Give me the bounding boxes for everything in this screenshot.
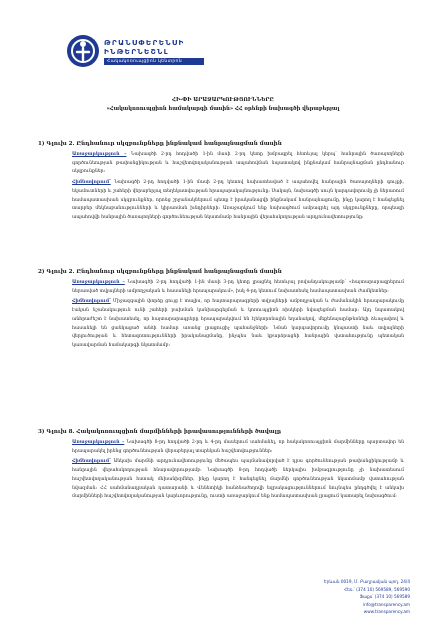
justification-text: Անկախ մարմնի արդյունավետությունը մեծապես պայմանավորված է դրա գործունեության թափանցիկությամբ և հանրային վերահսկողության հնարավորությամբ: Նախագծի 8-րդ հոդվածի ներկայիս խմբագրությունը չի նախատեսում հաշվետվողականության հստակ մեխանիզմներ, ինչը կարող է հանգեցնել մարմնի գործունեության նկատմամբ վստահության նվազման: ՀՀ սահմանադրական դատարանի և Վենետիկի հանձնաժողովի եզրակացություններում նույնպես ընդգծվել է անկախ մարմինների հաշվետվողականության կարևորությունը, ուստի առաջարկում ենք համապատասխան լրացում կատարել նախագծում:: [72, 459, 404, 500]
justification-text: Նախագծի 2-րդ հոդվածի 1-ին մասի 2-րդ կետով նախատեսված է ապահովել հանրային ծառայողների գույքի, եկամուտների և շահերի վերաբերյալ տեղեկատվության հրապարակայնությունը: Սակայն, նախագծի սույն կարգավորումը չի ներառում համապատասխան սկզբունքներ, որոնց շրջանակներում պետք է իրականացվի ինքնակամ հանրայնացումը, ինչը կարող է հանգեցնել տարբեր մեկնաբանությունների և կիրառման խնդիրների: Առաջարկում ենք նախագծում ամրագրել այդ սկզբունքները, որպեսզի ապահովվի հանրային ծառայողների գործունեության նկատմամբ հանրային վերահսկողության արդյունավետությունը:: [72, 180, 404, 220]
proposal-lead: Առաջարկություն –: [72, 280, 125, 285]
logo-line-2: ԻՆԹԵՐՆԵՇՆԼ: [104, 47, 170, 56]
justification-lead: Հիմնավորում՝: [72, 299, 111, 305]
section-title: 2) Գլուխ 2. Ընդհանուր սկզբունքները ինքնակամ հանրայնացման մասին: [38, 269, 282, 275]
justification-paragraph: [38, 298, 404, 350]
justification-paragraph: [38, 458, 404, 502]
proposal-lead: Առաջարկություն –: [72, 152, 127, 157]
document-header: [0, 96, 446, 114]
justification-paragraph: [38, 179, 404, 223]
proposal-paragraph: [38, 151, 404, 177]
organization-logo: [66, 34, 206, 84]
footer-fax: Ֆաքս՝ (374 10) 569589: [359, 594, 410, 600]
justification-lead: Հիմնավորում՝: [72, 459, 111, 465]
proposal-paragraph: [38, 279, 404, 296]
footer-address: Երևան 0019, Մ. Բաղրամյան պող. 24/4: [323, 579, 410, 584]
justification-text: Միջազգային փորձը ցույց է տալիս, որ հայտարարագրերի տվյալների ամբողջական և ժամանակին հրապարակումը էական նշանակություն ունի շահերի բախման կանխարգելման և կոռուպցիոն ռիսկերի նվազեցման համար: Այդ նպատակով անհրաժեշտ է նախատեսել, որ հայտարարագրերը հրապարակվում են էլեկտրոնային եղանակով, մեքենայաընթեռնելի ձևաչափով և հասանելի են ցանկացած անձի համար առանց լրացուցիչ պահանջների: Նման կարգավորումը կնպաստի նաև տվյալների վերլուծության և հետազոտությունների իրականացմանը, ինչպես նաև կբարձրացնի հանրային վստահությունը պետական կառավարման համակարգի նկատմամբ:: [72, 299, 404, 348]
footer-website: www.transparency.am: [363, 609, 410, 615]
proposal-section-2: [38, 268, 404, 351]
proposal-text: Նախագծի 8-րդ հոդվածի 2-րդ և 4-րդ մասերում սահմանել, որ հակակոռուպցիոն մարմինները պարտավոր են հրապարակել իրենց գործունեության վերաբերյալ տարեկան հաշվետվություններ:: [72, 440, 404, 454]
contact-footer: [260, 578, 410, 616]
proposal-text: Նախագծի 2-րդ հոդվածի 1-ին մասի 3-րդ կետը լրացնել հետևյալ բովանդակությամբ՝ «հայտարարագրերում ներառված տվյալների ամբողջական և հասանելի հրապարակում», իսկ 4-րդ կետում նախատեսել համապատասխան ժամկետներ:: [72, 280, 404, 294]
justification-lead: Հիմնավորում՝: [72, 180, 111, 186]
footer-phone: Հեռ.՝ (374 10) 569589, 569590: [344, 586, 410, 592]
proposal-paragraph: [38, 439, 404, 456]
logo-line-1: ԹՐԱՆՍՓԵՐԵՆՍԻ: [104, 38, 185, 47]
document-title: ՀԻ-ՓԻ ԱՐԱՋԱՐԿՈՒԹՅՈՒՆՆԵՐԸ: [172, 97, 274, 103]
proposal-text: Նախագծի 2-րդ հոդվածի 1-ին մասի 2-րդ կետը խմբագրել հետևյալ կերպ՝ հանրային ծառայողների գործունեության թափանցիկության և հաշվետվողականության ապահովման նպատակով ինքնակամ հանրայնացման ընդհանուր սկզբունքներ:: [72, 152, 404, 175]
logo-emblem-icon: [66, 34, 100, 68]
document-subtitle: «Հակակոռուպցիոն համակարգի մասին» ՀՀ օրենքի նախագծի վերաբերյալ: [106, 106, 340, 112]
section-title: 1) Գլուխ 2. Ընդհանուր սկզբունքները ինքնակամ հանրայնացման մասին: [38, 141, 282, 147]
logo-wordmark: [104, 38, 204, 65]
proposal-lead: Առաջարկություն –: [72, 440, 125, 445]
proposal-section-3: [38, 428, 404, 502]
proposal-section-1: [38, 140, 404, 223]
footer-email: info@transparency.am: [362, 601, 410, 607]
logo-subtitle-bar: Հակակոռուպցիոն կենտրոն: [104, 58, 204, 65]
section-title: 3) Գլուխ 8. Հակակոռուպցիոն մարմինների իրավասությունների ծավալը: [38, 429, 281, 435]
